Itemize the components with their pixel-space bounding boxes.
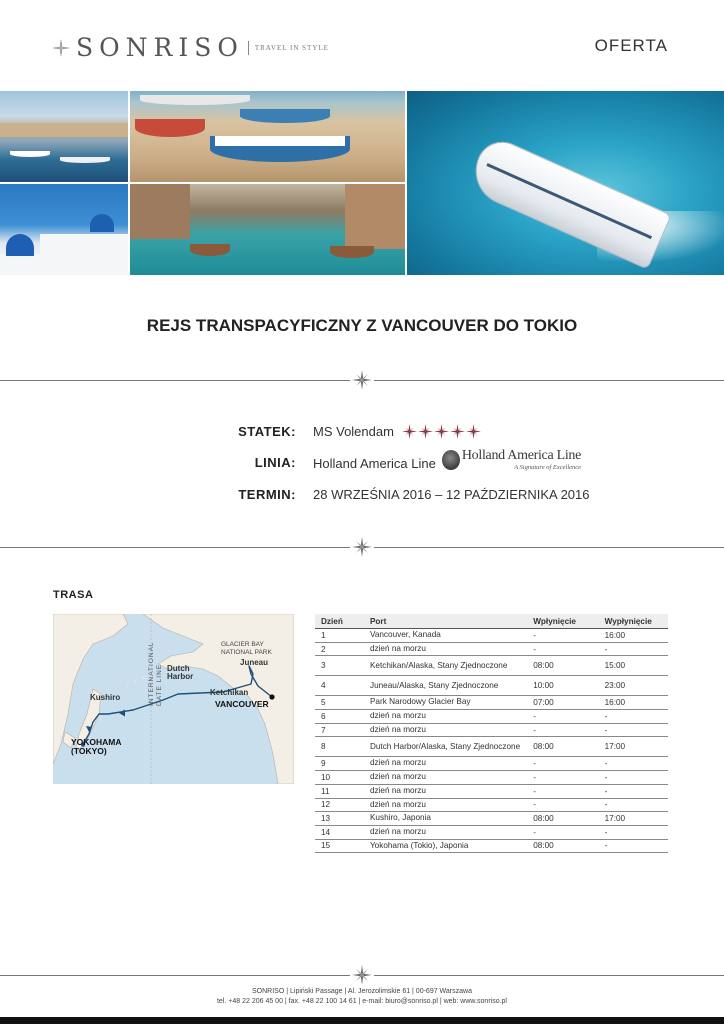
- hal-logo-tagline: A Signature of Excellence: [514, 464, 582, 471]
- row-arrival: -: [527, 771, 598, 785]
- row-day: 5: [315, 696, 364, 710]
- row-day: 12: [315, 798, 364, 812]
- offer-title: REJS TRANSPACYFICZNY Z VANCOUVER DO TOKIO: [146, 316, 578, 335]
- row-day: 2: [315, 642, 364, 656]
- document-type: OFERTA: [594, 36, 668, 55]
- row-day: 3: [315, 656, 364, 676]
- itinerary-row: [315, 696, 668, 710]
- row-port: dzień na morzu: [364, 710, 527, 724]
- row-day: 1: [315, 629, 364, 643]
- row-port: dzień na morzu: [364, 723, 527, 737]
- row-day: 11: [315, 784, 364, 798]
- info-row-line: [0, 448, 724, 475]
- row-port: dzień na morzu: [364, 771, 527, 785]
- row-departure: 17:00: [599, 737, 668, 757]
- route-map: [53, 614, 294, 784]
- row-day: 10: [315, 771, 364, 785]
- map-label-ketchikan: Ketchikan: [210, 688, 249, 697]
- row-port: Ketchikan/Alaska, Stany Zjednoczone: [364, 656, 527, 676]
- star-icon: [402, 424, 417, 439]
- footer-divider: [0, 965, 724, 985]
- row-departure: -: [599, 798, 668, 812]
- itinerary-row: [315, 710, 668, 724]
- photo-harbor: [0, 91, 128, 182]
- itinerary-row: [315, 798, 668, 812]
- itinerary-row: [315, 629, 668, 643]
- row-departure: -: [599, 825, 668, 839]
- info-row-term: [0, 487, 724, 507]
- row-departure: -: [599, 784, 668, 798]
- hal-emblem-icon: [442, 450, 460, 470]
- row-arrival: 08:00: [527, 737, 598, 757]
- row-day: 15: [315, 839, 364, 853]
- row-departure: -: [599, 710, 668, 724]
- row-arrival: 08:00: [527, 656, 598, 676]
- compass-star-icon: [352, 537, 372, 557]
- itinerary-row: [315, 839, 668, 853]
- map-label-dutch-harbor: Dutch Harbor: [167, 664, 194, 682]
- row-departure: 23:00: [599, 676, 668, 696]
- itinerary-row: [315, 812, 668, 826]
- footer-address: SONRISO | Lipiński Passage | Al. Jerozolimskie 61 | 00-697 Warszawa: [252, 988, 472, 995]
- ship-value-group: [313, 424, 482, 439]
- ship-name: MS Volendam: [313, 424, 394, 439]
- row-port: dzień na morzu: [364, 825, 527, 839]
- row-arrival: 08:00: [527, 812, 598, 826]
- row-departure: 16:00: [599, 629, 668, 643]
- compass-star-icon: [52, 39, 70, 57]
- logo-separator: [248, 41, 249, 55]
- itinerary-header-row: [315, 614, 668, 629]
- compass-star-icon: [352, 370, 372, 390]
- line-label: LINIA:: [254, 455, 296, 470]
- row-arrival: 08:00: [527, 839, 598, 853]
- row-port: dzień na morzu: [364, 798, 527, 812]
- map-label-yokohama: YOKOHAMA (TOKYO): [71, 737, 122, 756]
- itinerary-row: [315, 757, 668, 771]
- star-icon: [418, 424, 433, 439]
- row-day: 14: [315, 825, 364, 839]
- row-port: Dutch Harbor/Alaska, Stany Zjednoczone: [364, 737, 527, 757]
- row-arrival: -: [527, 757, 598, 771]
- route-section-title: TRASA: [53, 589, 94, 601]
- row-port: Yokohama (Tokio), Japonia: [364, 839, 527, 853]
- row-port: Kushiro, Japonia: [364, 812, 527, 826]
- map-label-kushiro: Kushiro: [90, 693, 121, 702]
- row-day: 6: [315, 710, 364, 724]
- photo-venice: [130, 184, 405, 275]
- row-port: dzień na morzu: [364, 784, 527, 798]
- term-label: TERMIN:: [238, 487, 296, 502]
- ship-label: STATEK:: [238, 424, 296, 439]
- row-port: dzień na morzu: [364, 642, 527, 656]
- itinerary-row: [315, 723, 668, 737]
- row-arrival: 10:00: [527, 676, 598, 696]
- term-value: 28 WRZEŚNIA 2016 – 12 PAŹDZIERNIKA 2016: [313, 487, 590, 502]
- star-icon: [450, 424, 465, 439]
- map-label-date-line: INTERNATIONAL DATE LINE: [148, 641, 164, 706]
- row-port: dzień na morzu: [364, 757, 527, 771]
- info-row-ship: [0, 424, 724, 444]
- itinerary-row: [315, 825, 668, 839]
- itinerary-row: [315, 784, 668, 798]
- row-day: 8: [315, 737, 364, 757]
- brand-name: SONRISO: [76, 33, 244, 62]
- row-departure: 16:00: [599, 696, 668, 710]
- photo-banner: [0, 91, 724, 275]
- section-divider: [0, 370, 724, 390]
- row-departure: -: [599, 757, 668, 771]
- header-arrival: Wpłynięcie: [527, 614, 598, 629]
- row-arrival: -: [527, 642, 598, 656]
- row-arrival: -: [527, 825, 598, 839]
- row-day: 9: [315, 757, 364, 771]
- row-port: Vancouver, Kanada: [364, 629, 527, 643]
- row-departure: 15:00: [599, 656, 668, 676]
- section-divider: [0, 537, 724, 557]
- brand-logo: [52, 33, 329, 62]
- row-port: Park Narodowy Glacier Bay: [364, 696, 527, 710]
- row-arrival: -: [527, 629, 598, 643]
- map-label-glacier-bay: GLACIER BAY NATIONAL PARK: [221, 641, 272, 656]
- page-header: [0, 0, 724, 90]
- itinerary-row: [315, 676, 668, 696]
- hal-logo-name: Holland America Line: [461, 448, 582, 463]
- row-day: 7: [315, 723, 364, 737]
- line-value-group: [313, 449, 581, 472]
- itinerary-table: [315, 614, 668, 853]
- header-day: Dzień: [315, 614, 364, 629]
- compass-star-icon: [352, 965, 372, 985]
- brand-tagline: TRAVEL IN STYLE: [254, 43, 329, 52]
- bottom-bar: [0, 1017, 724, 1024]
- header-port: Port: [364, 614, 527, 629]
- row-arrival: -: [527, 723, 598, 737]
- itinerary-row: [315, 771, 668, 785]
- holland-america-logo: [442, 449, 581, 472]
- header-departure: Wypłynięcie: [599, 614, 668, 629]
- row-arrival: 07:00: [527, 696, 598, 710]
- itinerary-row: [315, 656, 668, 676]
- map-label-juneau: Juneau: [240, 658, 269, 667]
- row-departure: -: [599, 771, 668, 785]
- line-name: Holland America Line: [313, 455, 436, 471]
- map-label-vancouver: VANCOUVER: [215, 699, 269, 709]
- star-icon: [466, 424, 481, 439]
- ship-rating: [402, 424, 482, 439]
- itinerary-row: [315, 642, 668, 656]
- row-day: 4: [315, 676, 364, 696]
- row-departure: -: [599, 839, 668, 853]
- star-icon: [434, 424, 449, 439]
- footer-contact: tel. +48 22 206 45 00 | fax. +48 22 100 14 61 | e-mail: biuro@sonriso.pl | web: www.sonriso.pl: [216, 998, 507, 1005]
- photo-fishing-boats: [130, 91, 405, 182]
- row-departure: 17:00: [599, 812, 668, 826]
- photo-cruise-ship: [407, 91, 724, 275]
- row-departure: -: [599, 642, 668, 656]
- row-departure: -: [599, 723, 668, 737]
- row-day: 13: [315, 812, 364, 826]
- row-arrival: -: [527, 784, 598, 798]
- row-arrival: -: [527, 710, 598, 724]
- row-port: Juneau/Alaska, Stany Zjednoczone: [364, 676, 527, 696]
- itinerary-row: [315, 737, 668, 757]
- row-arrival: -: [527, 798, 598, 812]
- photo-santorini: [0, 184, 128, 275]
